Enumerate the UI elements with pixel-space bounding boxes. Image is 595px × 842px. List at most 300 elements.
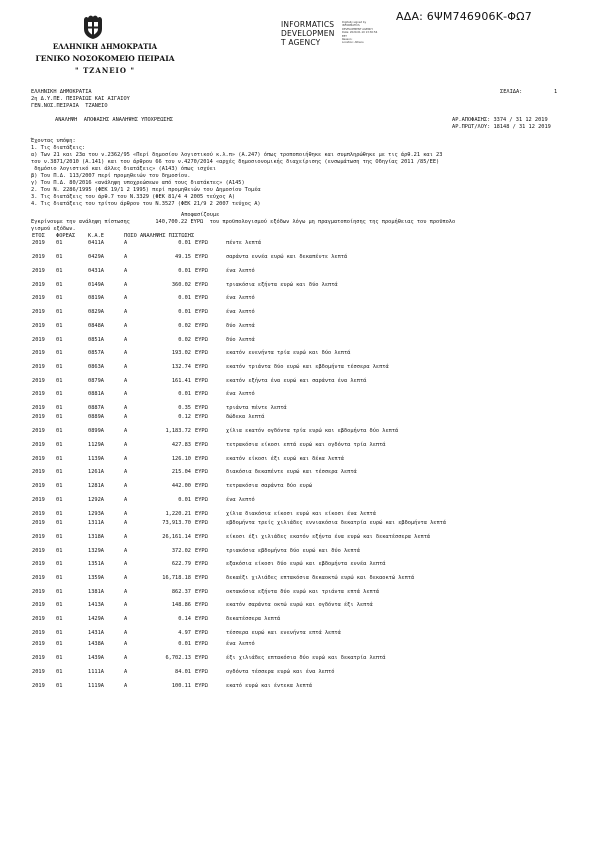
cell-kae: 1318Α <box>88 534 104 540</box>
cell-amount: 442.00 <box>171 483 191 489</box>
cell-mark: Α <box>124 497 128 503</box>
letterhead-hospital: ΓΕΝΙΚΟ ΝΟΣΟΚΟΜΕΙΟ ΠΕΙΡΑΙΑ <box>35 54 175 63</box>
cell-kae: 1438Α <box>88 641 104 647</box>
cell-amount: 16,718.18 <box>162 575 191 581</box>
cell-amount-words: δύο λεπτά <box>226 337 255 343</box>
column-header-amount: ΠΟΣΟ ΑΝΑΛΗΨΗΣ ΠΙΣΤΩΣΗΣ <box>124 233 195 239</box>
cell-year: 2019 <box>32 414 45 420</box>
cell-amount: 622.79 <box>171 561 191 567</box>
table-row <box>32 391 255 398</box>
table-row <box>32 350 351 357</box>
cell-agency: 01 <box>56 456 63 462</box>
cell-mark: Α <box>124 616 128 622</box>
cell-kae: 0851Α <box>88 337 104 343</box>
table-row <box>32 323 255 330</box>
cell-amount: 73,913.70 <box>162 520 191 526</box>
cell-kae: 1261Α <box>88 469 104 475</box>
cell-agency: 01 <box>56 364 63 370</box>
cell-kae: 1431Α <box>88 630 104 636</box>
cell-year: 2019 <box>32 589 45 595</box>
consideration-line: β) Του Π.Δ. 113/2007 περί προμηθειών του δημοσίου. <box>31 173 191 179</box>
table-row <box>32 364 389 371</box>
cell-agency: 01 <box>56 483 63 489</box>
cell-agency: 01 <box>56 575 63 581</box>
letterhead-republic: ΕΛΛΗΝΙΚΗ ΔΗΜΟΚΡΑΤΙΑ <box>52 42 158 51</box>
cell-kae: 1429Α <box>88 616 104 622</box>
table-row <box>32 469 357 476</box>
ida-stamp-fine-print <box>342 21 377 45</box>
cell-currency: ΕΥΡΩ <box>195 497 208 503</box>
cell-year: 2019 <box>32 442 45 448</box>
cell-amount-words: εκατόν ενενήντα τρία ευρώ και δύο λεπτά <box>226 350 351 356</box>
cell-amount: 132.74 <box>171 364 191 370</box>
cell-currency: ΕΥΡΩ <box>195 602 208 608</box>
cell-currency: ΕΥΡΩ <box>195 548 208 554</box>
ida-stamp-word-1: INFORMATICS <box>281 20 335 29</box>
table-row <box>32 483 313 490</box>
table-row <box>32 641 255 648</box>
cell-amount: 84.01 <box>175 669 191 675</box>
cell-mark: Α <box>124 511 128 517</box>
cell-amount-words: εκατόν είκοσι έξι ευρώ και δέκα λεπτά <box>226 456 344 462</box>
cell-amount: 100.11 <box>171 683 191 689</box>
cell-amount: 148.86 <box>171 602 191 608</box>
header-line-3: ΓΕΝ.ΝΟΣ.ΠΕΙΡΑΙΑ ΤΖΑΝΕΙΟ <box>31 103 108 109</box>
cell-kae: 1359Α <box>88 575 104 581</box>
cell-agency: 01 <box>56 391 63 397</box>
cell-kae: 1329Α <box>88 548 104 554</box>
cell-kae: 0829Α <box>88 309 104 315</box>
cell-currency: ΕΥΡΩ <box>195 442 208 448</box>
cell-amount-words: εκατόν σαράντα οκτώ ευρώ και ογδόντα έξι λεπτά <box>226 602 373 608</box>
cell-agency: 01 <box>56 428 63 434</box>
cell-agency: 01 <box>56 683 63 689</box>
cell-amount: 427.83 <box>171 442 191 448</box>
cell-kae: 0149Α <box>88 282 104 288</box>
cell-currency: ΕΥΡΩ <box>195 364 208 370</box>
cell-amount-words: δεκατέσσερα λεπτά <box>226 616 281 622</box>
cell-currency: ΕΥΡΩ <box>195 405 208 411</box>
ida-stamp-word-2: DEVELOPMEN <box>281 29 335 38</box>
cell-year: 2019 <box>32 561 45 567</box>
cell-year: 2019 <box>32 268 45 274</box>
cell-amount-words: τριάντα πέντε λεπτά <box>226 405 287 411</box>
table-row <box>32 337 255 344</box>
cell-year: 2019 <box>32 511 45 517</box>
cell-kae: 0879Α <box>88 378 104 384</box>
table-row <box>32 414 265 421</box>
cell-kae: 1292Α <box>88 497 104 503</box>
cell-mark: Α <box>124 405 128 411</box>
greek-coat-of-arms-icon <box>82 13 104 40</box>
cell-kae: 0431Α <box>88 268 104 274</box>
cell-year: 2019 <box>32 534 45 540</box>
cell-amount: 126.10 <box>171 456 191 462</box>
cell-amount-words: τετρακόσια είκοσι επτά ευρώ και ογδόντα τρία λεπτά <box>226 442 386 448</box>
cell-currency: ΕΥΡΩ <box>195 589 208 595</box>
cell-amount-words: εκατόν τριάντα δύο ευρώ και εβδομήντα τέσσερα λεπτά <box>226 364 389 370</box>
cell-agency: 01 <box>56 469 63 475</box>
protocol-number: ΑΡ.ΠΡΩΤ/ΛΟΥ: 18148 / 31 12 2019 <box>452 124 551 130</box>
ida-stamp-word-3: T AGENCY <box>281 38 321 47</box>
cell-amount-words: εξακόσια είκοσι δύο ευρώ και εβδομήντα εννέα λεπτά <box>226 561 386 567</box>
cell-amount-words: έξι χιλιάδες επτακόσια δύο ευρώ και δεκατρία λεπτά <box>226 655 386 661</box>
cell-mark: Α <box>124 456 128 462</box>
cell-kae: 0857Α <box>88 350 104 356</box>
cell-mark: Α <box>124 337 128 343</box>
cell-mark: Α <box>124 534 128 540</box>
cell-kae: 0899Α <box>88 428 104 434</box>
cell-amount: 1,220.21 <box>165 511 191 517</box>
cell-currency: ΕΥΡΩ <box>195 575 208 581</box>
letterhead-name: " ΤΖΑΝΕΙΟ " <box>74 66 136 75</box>
table-row <box>32 295 255 302</box>
cell-year: 2019 <box>32 364 45 370</box>
consideration-line: 1. Τις διατάξεις: <box>31 145 86 151</box>
cell-mark: Α <box>124 442 128 448</box>
table-row <box>32 669 335 676</box>
cell-amount-words: ένα λεπτό <box>226 309 255 315</box>
cell-agency: 01 <box>56 350 63 356</box>
cell-currency: ΕΥΡΩ <box>195 683 208 689</box>
table-header <box>32 233 195 240</box>
cell-agency: 01 <box>56 378 63 384</box>
ada-code: ΑΔΑ: 6ΨΜ746906Κ-ΦΩ7 <box>396 10 532 23</box>
cell-agency: 01 <box>56 414 63 420</box>
cell-year: 2019 <box>32 630 45 636</box>
cell-kae: 1381Α <box>88 589 104 595</box>
cell-mark: Α <box>124 561 128 567</box>
cell-agency: 01 <box>56 282 63 288</box>
cell-currency: ΕΥΡΩ <box>195 309 208 315</box>
table-row <box>32 378 367 385</box>
cell-amount-words: δεκαέξι χιλιάδες επτακόσια δεκαοκτώ ευρώ και δεκαοκτώ λεπτά <box>226 575 415 581</box>
cell-kae: 0863Α <box>88 364 104 370</box>
cell-amount-words: τέσσερα ευρώ και ενενήντα επτά λεπτά <box>226 630 341 636</box>
table-row <box>32 405 287 412</box>
cell-amount: 49.15 <box>175 254 191 260</box>
cell-agency: 01 <box>56 548 63 554</box>
cell-kae: 1129Α <box>88 442 104 448</box>
cell-kae: 0889Α <box>88 414 104 420</box>
table-row <box>32 456 344 463</box>
cell-year: 2019 <box>32 309 45 315</box>
cell-amount: 26,161.14 <box>162 534 191 540</box>
cell-mark: Α <box>124 589 128 595</box>
cell-amount: 193.02 <box>171 350 191 356</box>
cell-amount-words: δώδεκα λεπτά <box>226 414 265 420</box>
table-row <box>32 575 415 582</box>
cell-mark: Α <box>124 655 128 661</box>
cell-mark: Α <box>124 268 128 274</box>
cell-currency: ΕΥΡΩ <box>195 616 208 622</box>
table-row <box>32 616 281 623</box>
ida-fine-line: DEVELOPMENT AGENCY <box>342 27 373 31</box>
cell-year: 2019 <box>32 405 45 411</box>
cell-year: 2019 <box>32 391 45 397</box>
cell-currency: ΕΥΡΩ <box>195 323 208 329</box>
table-row <box>32 442 386 449</box>
header-line-1: ΕΛΛΗΝΙΚΗ ΔΗΜΟΚΡΑΤΙΑ <box>31 89 92 95</box>
cell-kae: 0411Α <box>88 240 104 246</box>
cell-mark: Α <box>124 630 128 636</box>
table-row <box>32 548 360 555</box>
cell-agency: 01 <box>56 534 63 540</box>
cell-year: 2019 <box>32 683 45 689</box>
cell-year: 2019 <box>32 602 45 608</box>
cell-kae: 0881Α <box>88 391 104 397</box>
cell-amount-words: ένα λεπτό <box>226 641 255 647</box>
cell-kae: 1111Α <box>88 669 104 675</box>
cell-agency: 01 <box>56 511 63 517</box>
cell-mark: Α <box>124 602 128 608</box>
cell-agency: 01 <box>56 497 63 503</box>
cell-agency: 01 <box>56 309 63 315</box>
cell-amount-words: ογδόντα τέσσερα ευρώ και ένα λεπτό <box>226 669 335 675</box>
cell-mark: Α <box>124 669 128 675</box>
cell-agency: 01 <box>56 323 63 329</box>
cell-amount-words: οκτακόσια εξήντα δύο ευρώ και τριάντα επτά λεπτά <box>226 589 380 595</box>
column-header-year: ΕΤΟΣ <box>32 233 45 239</box>
cell-currency: ΕΥΡΩ <box>195 655 208 661</box>
table-row <box>32 268 255 275</box>
consideration-line: δημόσιο λογιστικό και άλλες διατάξεις» (Α143) όπως ισχύει <box>31 166 216 172</box>
cell-year: 2019 <box>32 655 45 661</box>
cell-amount: 0.12 <box>178 414 191 420</box>
cell-amount: 1,183.72 <box>165 428 191 434</box>
cell-year: 2019 <box>32 497 45 503</box>
cell-year: 2019 <box>32 483 45 489</box>
table-row <box>32 589 380 596</box>
cell-amount-words: εκατόν εξήντα ένα ευρώ και σαράντα ένα λεπτά <box>226 378 367 384</box>
table-row <box>32 254 348 261</box>
cell-currency: ΕΥΡΩ <box>195 282 208 288</box>
cell-mark: Α <box>124 483 128 489</box>
ida-fine-line: Date: 2020.01.10 13:30:56 <box>342 31 378 35</box>
table-row <box>32 561 386 568</box>
cell-agency: 01 <box>56 602 63 608</box>
cell-kae: 1293Α <box>88 511 104 517</box>
cell-amount-words: εβδομήντα τρείς χιλιάδες εννιακόσια δεκατρία ευρώ και εβδομήντα λεπτά <box>226 520 447 526</box>
consideration-line: 3. Τις διατάξεις του άρθ.7 του Ν.3329 (ΦΕΚ 81/4 4 2005 τεύχος Α) <box>31 194 236 200</box>
cell-currency: ΕΥΡΩ <box>195 268 208 274</box>
cell-amount: 215.04 <box>171 469 191 475</box>
table-row <box>32 428 399 435</box>
table-row <box>32 655 386 662</box>
consideration-line: του ν.3871/2010 (Α.141) και του άρθρου 66 του ν.4270/2014 «αρχές δημοσιονομικής διαχείρισης (ενσωμάτωση της Οδηγίας 2011 /85/ΕΕ) <box>31 159 440 165</box>
cell-agency: 01 <box>56 442 63 448</box>
table-row <box>32 520 447 527</box>
cell-kae: 0887Α <box>88 405 104 411</box>
cell-currency: ΕΥΡΩ <box>195 414 208 420</box>
cell-year: 2019 <box>32 616 45 622</box>
ida-fine-line: EET <box>342 34 347 38</box>
cell-agency: 01 <box>56 295 63 301</box>
cell-kae: 0848Α <box>88 323 104 329</box>
cell-amount: 6,702.13 <box>165 655 191 661</box>
cell-amount-words: ένα λεπτό <box>226 268 255 274</box>
cell-agency: 01 <box>56 616 63 622</box>
cell-kae: 1119Α <box>88 683 104 689</box>
cell-amount: 0.01 <box>178 497 191 503</box>
cell-currency: ΕΥΡΩ <box>195 337 208 343</box>
cell-mark: Α <box>124 254 128 260</box>
cell-year: 2019 <box>32 378 45 384</box>
cell-amount: 862.37 <box>171 589 191 595</box>
cell-mark: Α <box>124 323 128 329</box>
page-number: 1 <box>554 89 558 95</box>
cell-currency: ΕΥΡΩ <box>195 240 208 246</box>
cell-mark: Α <box>124 378 128 384</box>
cell-currency: ΕΥΡΩ <box>195 428 208 434</box>
decision-line-2: γισμού εξόδων. <box>31 226 76 232</box>
cell-amount-words: ένα λεπτό <box>226 497 255 503</box>
table-row <box>32 240 262 247</box>
cell-amount-words: διακόσια δεκαπέντε ευρώ και τέσσερα λεπτά <box>226 469 357 475</box>
ida-fine-line: Digitally signed by <box>342 21 367 24</box>
table-row <box>32 511 376 518</box>
table-row <box>32 497 255 504</box>
cell-amount-words: τριακόσια εβδομήντα δύο ευρώ και δύο λεπτά <box>226 548 360 554</box>
considerations-intro: Έχοντας υπόψη: <box>31 138 76 144</box>
cell-kae: 1351Α <box>88 561 104 567</box>
cell-year: 2019 <box>32 323 45 329</box>
cell-amount-words: είκοσι έξι χιλιάδες εκατόν εξήντα ένα ευρώ και δεκατέσσερα λεπτά <box>226 534 431 540</box>
cell-currency: ΕΥΡΩ <box>195 295 208 301</box>
cell-currency: ΕΥΡΩ <box>195 350 208 356</box>
cell-year: 2019 <box>32 641 45 647</box>
cell-amount-words: σαράντα εννέα ευρώ και δεκαπέντε λεπτά <box>226 254 348 260</box>
table-row <box>32 602 373 609</box>
cell-currency: ΕΥΡΩ <box>195 456 208 462</box>
cell-amount: 0.35 <box>178 405 191 411</box>
consideration-line: γ) Του Π.Δ. 80/2016 «ανάληψη υποχρεώσεων από τους διατάκτες» (Α145) <box>31 180 245 186</box>
cell-currency: ΕΥΡΩ <box>195 483 208 489</box>
cell-kae: 1311Α <box>88 520 104 526</box>
cell-year: 2019 <box>32 456 45 462</box>
cell-currency: ΕΥΡΩ <box>195 391 208 397</box>
cell-mark: Α <box>124 350 128 356</box>
cell-amount: 0.02 <box>178 337 191 343</box>
ida-fine-line: Reason: <box>342 38 353 42</box>
cell-kae: 1139Α <box>88 456 104 462</box>
cell-currency: ΕΥΡΩ <box>195 561 208 567</box>
cell-amount-words: δύο λεπτά <box>226 323 255 329</box>
cell-year: 2019 <box>32 337 45 343</box>
cell-agency: 01 <box>56 520 63 526</box>
cell-year: 2019 <box>32 669 45 675</box>
cell-mark: Α <box>124 641 128 647</box>
decision-line-1: Εγκρίνουμε την ανάληψη πίστωσης 140,700.22 ΕΥΡΩ του προϋπολογισμού εξόδων λόγω μη πραγματοποίησης της προμήθειας του προϋπολο <box>31 219 456 225</box>
cell-agency: 01 <box>56 337 63 343</box>
header-line-2: 2η Δ.Υ.ΠΕ. ΠΕΙΡΑΙΩΣ ΚΑΙ ΑΙΓΑΙΟΥ <box>31 96 130 102</box>
cell-amount: 0.01 <box>178 391 191 397</box>
cell-agency: 01 <box>56 240 63 246</box>
cell-year: 2019 <box>32 575 45 581</box>
ida-fine-line: INFORMATICS <box>342 24 360 28</box>
cell-currency: ΕΥΡΩ <box>195 534 208 540</box>
cell-currency: ΕΥΡΩ <box>195 669 208 675</box>
cell-mark: Α <box>124 309 128 315</box>
cell-kae: 0819Α <box>88 295 104 301</box>
cell-year: 2019 <box>32 350 45 356</box>
cell-amount-words: πέντε λεπτά <box>226 240 262 246</box>
cell-amount-words: τριακόσια εξήντα ευρώ και δύο λεπτά <box>226 282 338 288</box>
cell-amount: 0.01 <box>178 295 191 301</box>
cell-year: 2019 <box>32 254 45 260</box>
cell-kae: 0429Α <box>88 254 104 260</box>
cell-agency: 01 <box>56 589 63 595</box>
cell-year: 2019 <box>32 295 45 301</box>
cell-amount: 360.02 <box>171 282 191 288</box>
cell-agency: 01 <box>56 669 63 675</box>
cell-amount: 161.41 <box>171 378 191 384</box>
cell-amount: 0.01 <box>178 268 191 274</box>
cell-mark: Α <box>124 469 128 475</box>
table-row <box>32 309 255 316</box>
cell-mark: Α <box>124 520 128 526</box>
cell-amount-words: ένα λεπτό <box>226 391 255 397</box>
cell-amount: 0.02 <box>178 323 191 329</box>
document-title: ΑΝΑΛΗΨΗ ΑΠΟΦΑΣΗΣ ΑΝΑΛΗΨΗΣ ΥΠΟΧΡΕΩΣΗΣ <box>55 117 173 123</box>
cell-year: 2019 <box>32 282 45 288</box>
table-row <box>32 282 338 289</box>
cell-amount: 372.02 <box>171 548 191 554</box>
cell-year: 2019 <box>32 240 45 246</box>
cell-agency: 01 <box>56 254 63 260</box>
consideration-line: α) Των 21 και 23α του ν.2362/95 «Περί δημοσίου λογιστικού κ.λ.π» (Α.247) όπως τροποποιήθηκε και συμπληρώθηκε με τις άρθ.21 και 23 <box>31 152 443 158</box>
cell-amount-words: τετρακόσια σαράντα δύο ευρώ <box>226 483 313 489</box>
table-row <box>32 683 313 690</box>
cell-mark: Α <box>124 240 128 246</box>
cell-amount: 4.97 <box>178 630 191 636</box>
table-row <box>32 630 341 637</box>
page-label: ΣΕΛΙΔΑ: <box>500 89 523 95</box>
cell-mark: Α <box>124 391 128 397</box>
cell-year: 2019 <box>32 469 45 475</box>
column-header-agency: ΦΟΡΕΑΣ <box>56 233 76 239</box>
cell-mark: Α <box>124 282 128 288</box>
cell-mark: Α <box>124 428 128 434</box>
cell-mark: Α <box>124 575 128 581</box>
cell-agency: 01 <box>56 630 63 636</box>
decision-word: Αποφασίζουμε <box>181 212 220 218</box>
cell-agency: 01 <box>56 268 63 274</box>
consideration-line: 2. Του Ν. 2286/1995 (ΦΕΚ 19/1 2 1995) περί προμηθειών του Δημοσίου Τομέα <box>31 187 261 193</box>
cell-mark: Α <box>124 683 128 689</box>
decision-number: ΑΡ.ΑΠΟΦΑΣΗΣ: 3374 / 31 12 2019 <box>452 117 548 123</box>
cell-kae: 1413Α <box>88 602 104 608</box>
ida-fine-line: Location: Athens <box>342 41 364 45</box>
cell-amount: 0.01 <box>178 240 191 246</box>
cell-year: 2019 <box>32 548 45 554</box>
cell-amount-words: ένα λεπτό <box>226 295 255 301</box>
cell-currency: ΕΥΡΩ <box>195 641 208 647</box>
column-header-kae: Κ.Α.Ε <box>88 233 104 239</box>
cell-amount: 0.01 <box>178 641 191 647</box>
cell-currency: ΕΥΡΩ <box>195 630 208 636</box>
cell-currency: ΕΥΡΩ <box>195 520 208 526</box>
cell-agency: 01 <box>56 561 63 567</box>
cell-agency: 01 <box>56 641 63 647</box>
cell-mark: Α <box>124 414 128 420</box>
cell-amount-words: χίλια εκατόν ογδόντα τρία ευρώ και εβδομήντα δύο λεπτά <box>226 428 399 434</box>
table-row <box>32 534 431 541</box>
cell-currency: ΕΥΡΩ <box>195 378 208 384</box>
cell-currency: ΕΥΡΩ <box>195 254 208 260</box>
cell-mark: Α <box>124 364 128 370</box>
cell-mark: Α <box>124 548 128 554</box>
